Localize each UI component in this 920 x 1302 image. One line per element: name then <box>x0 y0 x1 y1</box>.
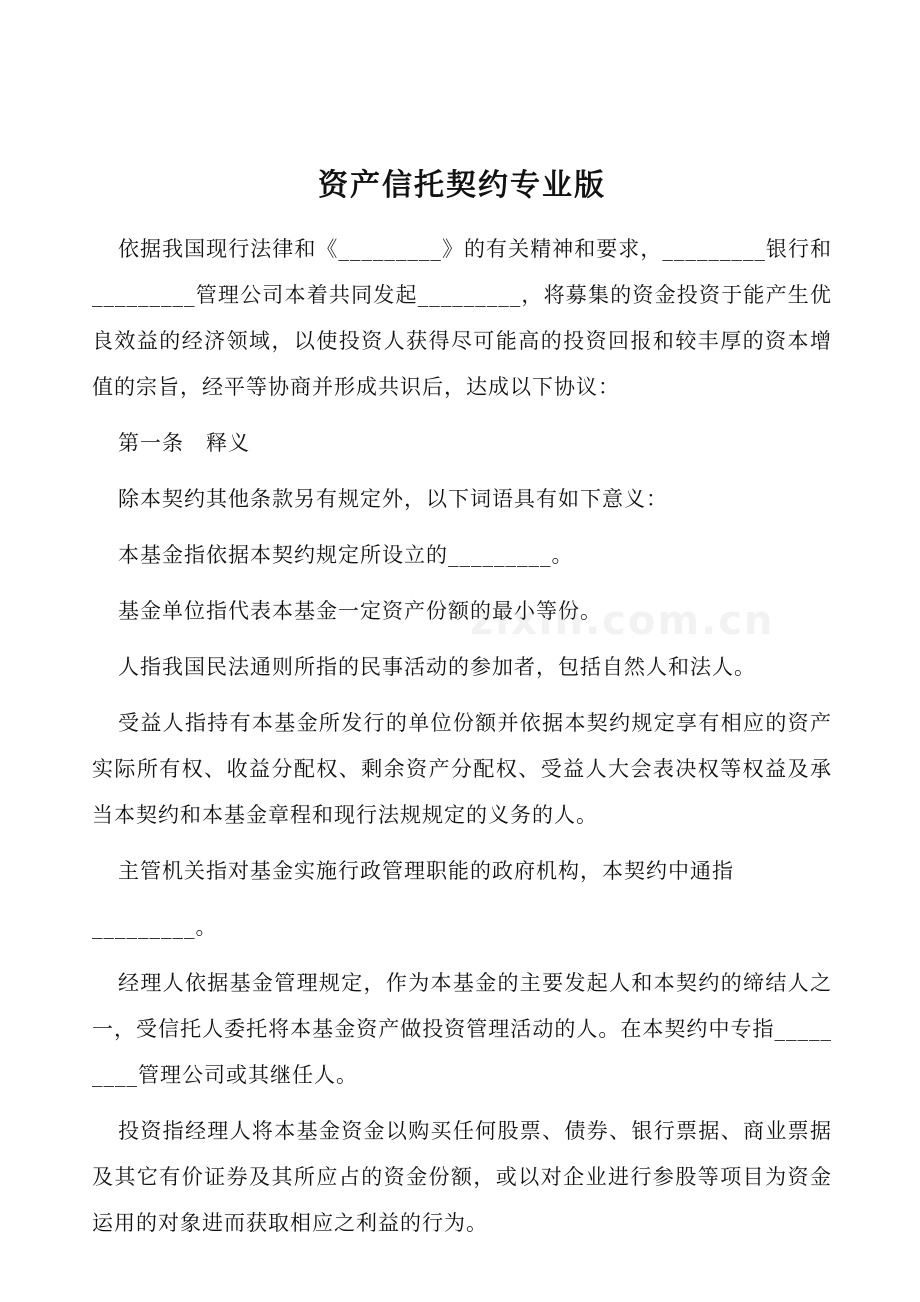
watermark: zixin.com.cn <box>470 598 775 644</box>
definition-manager: 经理人依据基金管理规定，作为本基金的主要发起人和本契约的缔结人之一，受信托人委托将本基金资产做投资管理活动的人。在本契约中专指_________管理公司或其继任人。 <box>92 971 832 1087</box>
definition-fund: 本基金指依据本契约规定所设立的_________。 <box>118 543 574 567</box>
definition-authority: 主管机关指对基金实施行政管理职能的政府机构，本契约中通指 <box>118 859 734 883</box>
definition-fund-unit: 基金单位指代表本基金一定资产份额的最小等份。 <box>118 599 602 623</box>
definition-authority-blank: _________。 <box>92 915 218 939</box>
article-heading: 第一条 释义 <box>118 431 250 455</box>
document-page <box>92 160 832 1256</box>
definition-beneficiary: 受益人指持有本基金所发行的单位份额并依据本契约规定享有相应的资产实际所有权、收益分配权、剩余资产分配权、受益人大会表决权等权益及承当本契约和本基金章程和现行法规规定的义务的人。 <box>92 711 832 827</box>
document-title: 资产信托契约专业版 <box>318 168 606 203</box>
definition-investment: 投资指经理人将本基金资金以购买任何股票、债券、银行票据、商业票据及其它有价证券及其所应占的资金份额，或以对企业进行参股等项目为资金运用的对象进而获取相应之利益的行为。 <box>92 1119 832 1235</box>
definition-person: 人指我国民法通则所指的民事活动的参加者，包括自然人和法人。 <box>118 655 756 679</box>
definition-intro: 除本契约其他条款另有规定外，以下词语具有如下意义： <box>118 487 668 511</box>
intro-paragraph: 依据我国现行法律和《_________》的有关精神和要求，_________银行和_________管理公司本着共同发起_________，将募集的资金投资于能产生优良效益的经济领域，以使投资人获得尽可能高的投资回报和较丰厚的资本增值的宗旨，经平等协商并形成共识后，达成以下协议： <box>92 237 832 399</box>
